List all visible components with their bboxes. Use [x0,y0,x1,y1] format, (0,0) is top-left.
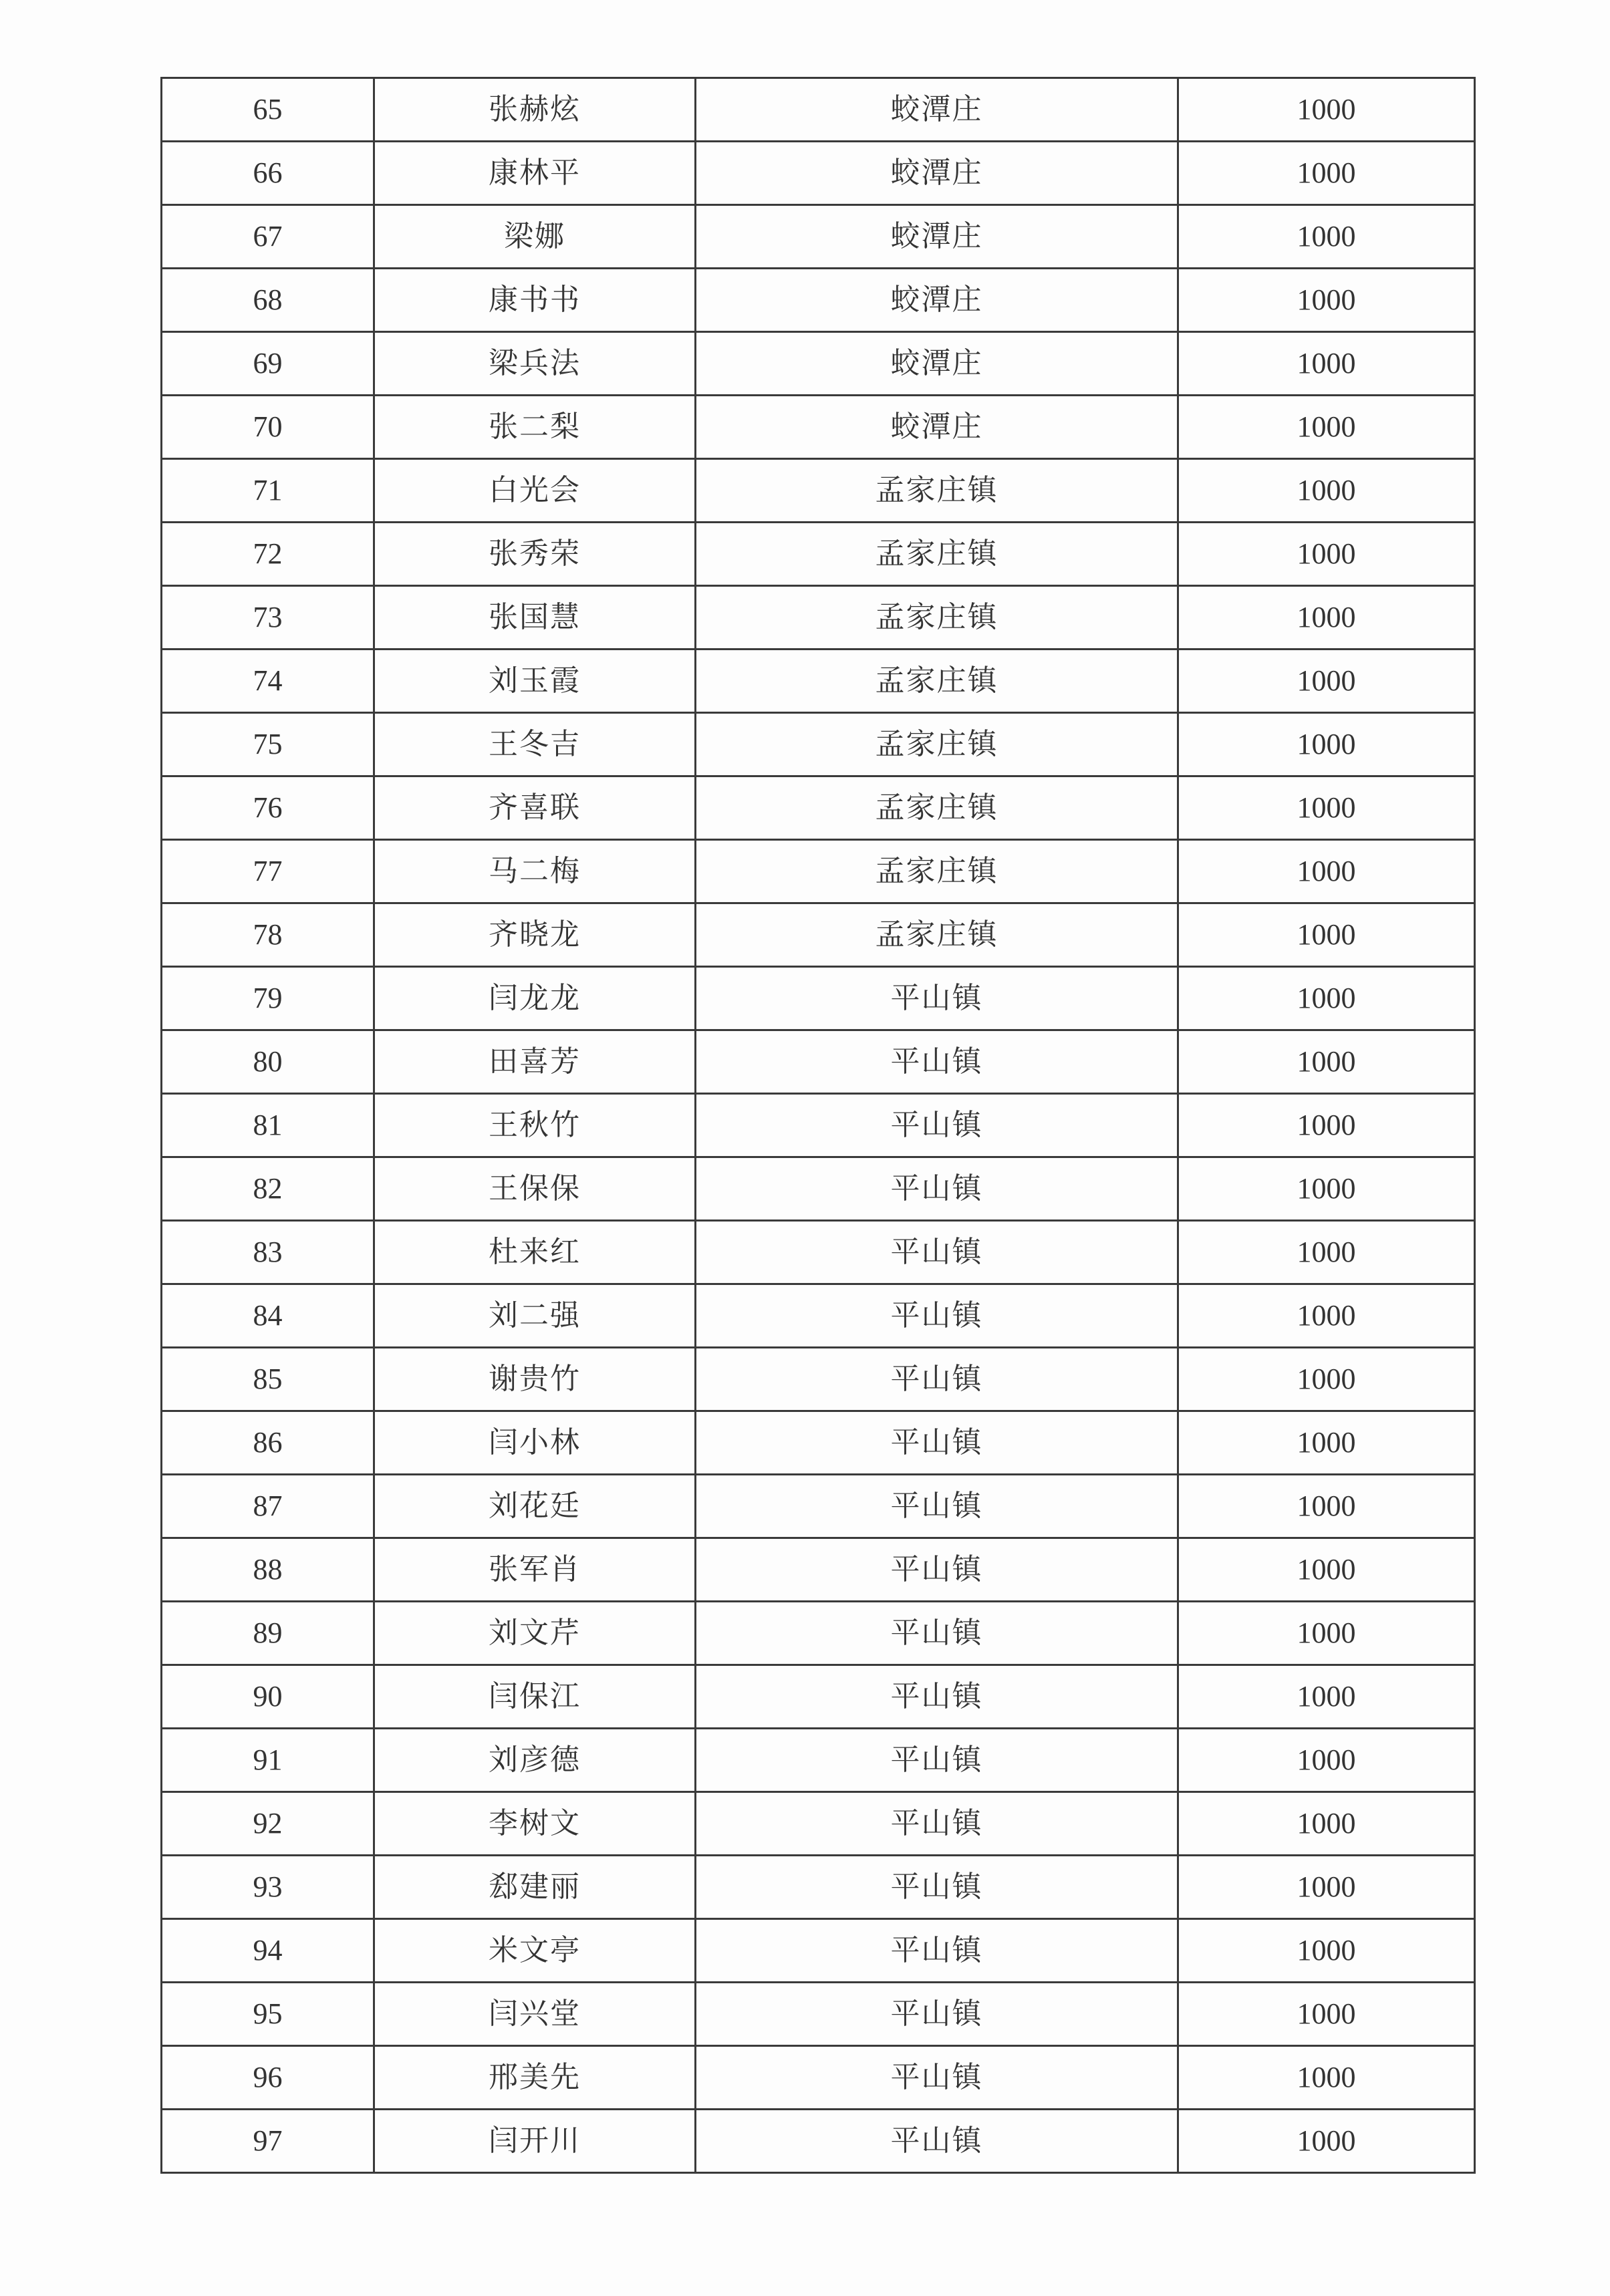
person-name-cell: 杜来红 [374,1221,696,1284]
table-row [162,650,1475,713]
table-row [162,1602,1475,1665]
town-cell: 孟家庄镇 [696,586,1178,650]
town-cell: 平山镇 [696,1538,1178,1602]
town-cell: 平山镇 [696,1348,1178,1411]
table-row [162,459,1475,523]
amount-cell: 1000 [1178,1983,1475,2046]
person-name-cell: 康书书 [374,269,696,332]
row-number-cell: 75 [162,713,374,776]
town-cell: 蛟潭庄 [696,269,1178,332]
amount-cell: 1000 [1178,650,1475,713]
table-row [162,142,1475,205]
town-cell: 平山镇 [696,1792,1178,1856]
person-name-cell: 谢贵竹 [374,1348,696,1411]
amount-cell: 1000 [1178,840,1475,903]
amount-cell: 1000 [1178,269,1475,332]
row-number-cell: 85 [162,1348,374,1411]
table-row [162,1983,1475,2046]
town-cell: 平山镇 [696,1983,1178,2046]
amount-cell: 1000 [1178,523,1475,586]
town-cell: 平山镇 [696,1602,1178,1665]
town-cell: 蛟潭庄 [696,78,1178,142]
town-cell: 平山镇 [696,1856,1178,1919]
person-name-cell: 刘花廷 [374,1475,696,1538]
amount-cell: 1000 [1178,1157,1475,1221]
row-number-cell: 92 [162,1792,374,1856]
town-cell: 孟家庄镇 [696,523,1178,586]
row-number-cell: 81 [162,1094,374,1157]
table-row [162,78,1475,142]
row-number-cell: 73 [162,586,374,650]
table-row [162,776,1475,840]
amount-cell: 1000 [1178,2046,1475,2110]
table-row [162,1856,1475,1919]
row-number-cell: 87 [162,1475,374,1538]
row-number-cell: 68 [162,269,374,332]
table-row [162,205,1475,269]
town-cell: 平山镇 [696,1221,1178,1284]
amount-cell: 1000 [1178,1856,1475,1919]
row-number-cell: 96 [162,2046,374,2110]
town-cell: 孟家庄镇 [696,776,1178,840]
amount-cell: 1000 [1178,1792,1475,1856]
person-name-cell: 张秀荣 [374,523,696,586]
person-name-cell: 闫开川 [374,2110,696,2173]
town-cell: 平山镇 [696,1157,1178,1221]
row-number-cell: 80 [162,1030,374,1094]
town-cell: 孟家庄镇 [696,840,1178,903]
town-cell: 平山镇 [696,2110,1178,2173]
row-number-cell: 69 [162,332,374,396]
amount-cell: 1000 [1178,1030,1475,1094]
town-cell: 平山镇 [696,2046,1178,2110]
person-name-cell: 梁兵法 [374,332,696,396]
amount-cell: 1000 [1178,1348,1475,1411]
table-row [162,269,1475,332]
town-cell: 孟家庄镇 [696,713,1178,776]
table-row [162,903,1475,967]
person-name-cell: 齐喜联 [374,776,696,840]
town-cell: 平山镇 [696,1284,1178,1348]
row-number-cell: 90 [162,1665,374,1729]
row-number-cell: 79 [162,967,374,1030]
town-cell: 平山镇 [696,1729,1178,1792]
row-number-cell: 65 [162,78,374,142]
roster-table [160,77,1476,2174]
table-row [162,1475,1475,1538]
town-cell: 孟家庄镇 [696,903,1178,967]
table-row [162,1348,1475,1411]
row-number-cell: 74 [162,650,374,713]
amount-cell: 1000 [1178,2110,1475,2173]
table-row [162,523,1475,586]
amount-cell: 1000 [1178,1284,1475,1348]
table-row [162,1665,1475,1729]
amount-cell: 1000 [1178,1602,1475,1665]
row-number-cell: 72 [162,523,374,586]
table-row [162,1157,1475,1221]
row-number-cell: 78 [162,903,374,967]
person-name-cell: 梁娜 [374,205,696,269]
town-cell: 平山镇 [696,1411,1178,1475]
person-name-cell: 闫保江 [374,1665,696,1729]
town-cell: 平山镇 [696,1094,1178,1157]
person-name-cell: 刘彦德 [374,1729,696,1792]
row-number-cell: 70 [162,396,374,459]
table-row [162,1411,1475,1475]
person-name-cell: 马二梅 [374,840,696,903]
amount-cell: 1000 [1178,1665,1475,1729]
amount-cell: 1000 [1178,396,1475,459]
amount-cell: 1000 [1178,459,1475,523]
row-number-cell: 88 [162,1538,374,1602]
person-name-cell: 王保保 [374,1157,696,1221]
table-row [162,1538,1475,1602]
amount-cell: 1000 [1178,332,1475,396]
person-name-cell: 闫龙龙 [374,967,696,1030]
amount-cell: 1000 [1178,586,1475,650]
town-cell: 平山镇 [696,1030,1178,1094]
person-name-cell: 张赫炫 [374,78,696,142]
town-cell: 平山镇 [696,1665,1178,1729]
amount-cell: 1000 [1178,713,1475,776]
row-number-cell: 95 [162,1983,374,2046]
amount-cell: 1000 [1178,967,1475,1030]
town-cell: 平山镇 [696,1919,1178,1983]
table-row [162,2046,1475,2110]
amount-cell: 1000 [1178,1538,1475,1602]
amount-cell: 1000 [1178,1919,1475,1983]
row-number-cell: 93 [162,1856,374,1919]
person-name-cell: 刘玉霞 [374,650,696,713]
table-row [162,586,1475,650]
person-name-cell: 王秋竹 [374,1094,696,1157]
person-name-cell: 刘二强 [374,1284,696,1348]
amount-cell: 1000 [1178,1094,1475,1157]
row-number-cell: 97 [162,2110,374,2173]
person-name-cell: 齐晓龙 [374,903,696,967]
table-row [162,713,1475,776]
person-name-cell: 李树文 [374,1792,696,1856]
town-cell: 蛟潭庄 [696,332,1178,396]
table-row [162,1729,1475,1792]
town-cell: 蛟潭庄 [696,396,1178,459]
table-row [162,840,1475,903]
person-name-cell: 王冬吉 [374,713,696,776]
table-row [162,1792,1475,1856]
amount-cell: 1000 [1178,142,1475,205]
town-cell: 蛟潭庄 [696,205,1178,269]
roster-table-body [162,78,1475,2173]
person-name-cell: 闫兴堂 [374,1983,696,2046]
person-name-cell: 刘文芹 [374,1602,696,1665]
row-number-cell: 89 [162,1602,374,1665]
amount-cell: 1000 [1178,78,1475,142]
row-number-cell: 83 [162,1221,374,1284]
person-name-cell: 田喜芳 [374,1030,696,1094]
amount-cell: 1000 [1178,1411,1475,1475]
table-row [162,332,1475,396]
amount-cell: 1000 [1178,205,1475,269]
person-name-cell: 张国慧 [374,586,696,650]
table-row [162,1030,1475,1094]
amount-cell: 1000 [1178,1729,1475,1792]
town-cell: 平山镇 [696,1475,1178,1538]
row-number-cell: 66 [162,142,374,205]
person-name-cell: 郄建丽 [374,1856,696,1919]
town-cell: 平山镇 [696,967,1178,1030]
row-number-cell: 86 [162,1411,374,1475]
table-row [162,1221,1475,1284]
table-row [162,396,1475,459]
row-number-cell: 84 [162,1284,374,1348]
table-row [162,1919,1475,1983]
person-name-cell: 康林平 [374,142,696,205]
table-row [162,2110,1475,2173]
row-number-cell: 94 [162,1919,374,1983]
row-number-cell: 67 [162,205,374,269]
amount-cell: 1000 [1178,903,1475,967]
amount-cell: 1000 [1178,1221,1475,1284]
amount-cell: 1000 [1178,776,1475,840]
table-row [162,1284,1475,1348]
row-number-cell: 91 [162,1729,374,1792]
row-number-cell: 76 [162,776,374,840]
person-name-cell: 张二梨 [374,396,696,459]
amount-cell: 1000 [1178,1475,1475,1538]
town-cell: 蛟潭庄 [696,142,1178,205]
row-number-cell: 82 [162,1157,374,1221]
town-cell: 孟家庄镇 [696,459,1178,523]
person-name-cell: 邢美先 [374,2046,696,2110]
table-row [162,967,1475,1030]
person-name-cell: 白光会 [374,459,696,523]
row-number-cell: 77 [162,840,374,903]
person-name-cell: 闫小林 [374,1411,696,1475]
table-row [162,1094,1475,1157]
town-cell: 孟家庄镇 [696,650,1178,713]
person-name-cell: 米文亭 [374,1919,696,1983]
row-number-cell: 71 [162,459,374,523]
person-name-cell: 张军肖 [374,1538,696,1602]
